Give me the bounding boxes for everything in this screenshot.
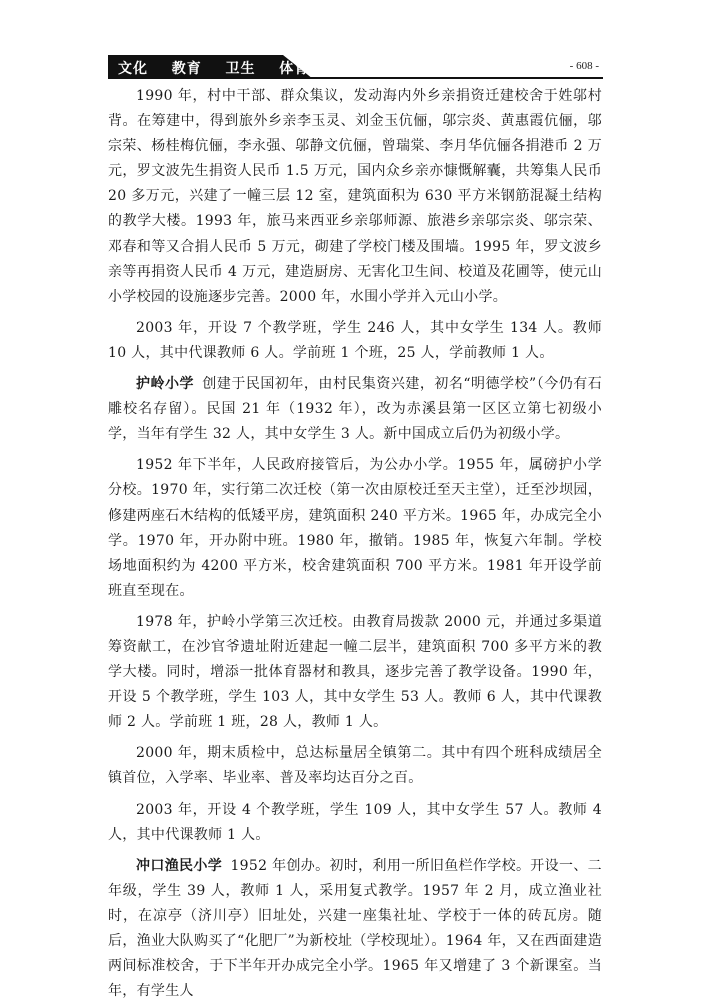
paragraph: [108, 741, 602, 791]
paragraph-text: 创建于民国初年，由村民集资兴建，初名“明德学校”（今仍有石雕校名存留）。民国 21 年（1932 年），改为赤溪县第一区区立第七初级小学，当年有学生 32 人，其中女学生 3 人。新中国成立后仍为初级小学。: [108, 376, 602, 443]
paragraph: [108, 854, 602, 1004]
paragraph: [108, 798, 602, 848]
paragraph: [108, 610, 602, 735]
page-number: - 608 -: [569, 60, 599, 72]
paragraph-text: 2000 年，期末质检中，总达标量居全镇第二。其中有四个班科成绩居全镇首位，入学率、毕业率、普及率均达百分之百。: [108, 745, 602, 787]
school-name: 冲口渔民小学: [136, 857, 223, 874]
paragraph-text: 2003 年，开设 7 个教学班，学生 246 人，其中女学生 134 人。教师 10 人，其中代课教师 6 人。学前班 1 个班，25 人，学前教师 1 人。: [108, 319, 602, 361]
paragraph: [108, 453, 602, 604]
paragraph-text: 1978 年，护岭小学第三次迁校。由教育局拨款 2000 元，并通过多渠道筹资献工，在沙官爷遗址附近建起一幢二层半，建筑面积 700 多平方米的教学大楼。同时，增添一批体育器材和教具，逐步完善了教学设备。1990 年，开设 5 个教学班，学生 103 人，其中女学生 53 人。教师 6 人，其中代课教师 2 人。学前班 1 班，28 人，教师 1 人。: [108, 613, 602, 731]
header-rule: [108, 77, 603, 79]
paragraph-text: 2003 年，开设 4 个教学班，学生 109 人，其中女学生 57 人。教师 4 人，其中代课教师 1 人。: [108, 801, 602, 843]
body-text: [108, 84, 602, 1004]
paragraph-text: 1952 年下半年，人民政府接管后，为公办小学。1955 年，属磅护小学分校。1970 年，实行第二次迁校（第一次由原校迁至天主堂），迁至沙坝园，修建两座石木结构的低矮平房，建筑面积 240 平方米。1965 年，办成完全小学。1970 年，开办附中班。1980 年，撤销。1985 年，恢复六年制。学校场地面积约为 4200 平方米，校舍建筑面积 700 平方米。1981 年开设学前班直至现在。: [108, 457, 602, 599]
paragraph: [108, 316, 602, 366]
school-name: 护岭小学: [136, 376, 194, 393]
paragraph: [108, 84, 602, 310]
paragraph: [108, 372, 602, 447]
paragraph-text: 1952 年创办。初时，利用一所旧鱼栏作学校。开设一、二年级，学生 39 人，教师 1 人，采用复式教学。1957 年 2 月，成立渔业社时，在凉亭（济川亭）旧址处，兴建一座集社址、学校于一体的砖瓦房。随后，渔业大队购买了“化肥厂”为新校址（学校现址）。1964 年，又在西面建造两间标准校舍，于下半年开办成完全小学。1965 年又增建了 3 个新课室。当年，有学生人: [108, 857, 602, 1000]
running-header: [108, 55, 603, 79]
paragraph-text: 1990 年，村中干部、群众集议，发动海内外乡亲捐资迁建校舍于姓邬村背。在筹建中，得到旅外乡亲李玉灵、刘金玉伉俪，邬宗炎、黄惠霞伉俪，邬宗荣、杨桂梅伉俪，李永强、邬静文伉俪，曾瑞棠、李月华伉俪各捐港币 2 万元，罗文波先生捐资人民币 1.5 万元，国内众乡亲亦慷慨解囊，共筹集人民币 20 多万元，兴建了一幢三层 12 室，建筑面积为 630 平方米钢筋混凝土结构的教学大楼。1993 年，旅马来西亚乡亲邬师源、旅港乡亲邬宗炎、邬宗荣、邓春和等又合捐人民币 5 万元，砌建了学校门楼及围墙。1995 年，罗文波乡亲等再捐资人民币 4 万元，建造厨房、无害化卫生间、校道及花圃等，使元山小学校园的设施逐步完善。2000 年，水围小学并入元山小学。: [108, 88, 602, 305]
section-title: 文化 教育 卫生 体育: [118, 61, 310, 77]
